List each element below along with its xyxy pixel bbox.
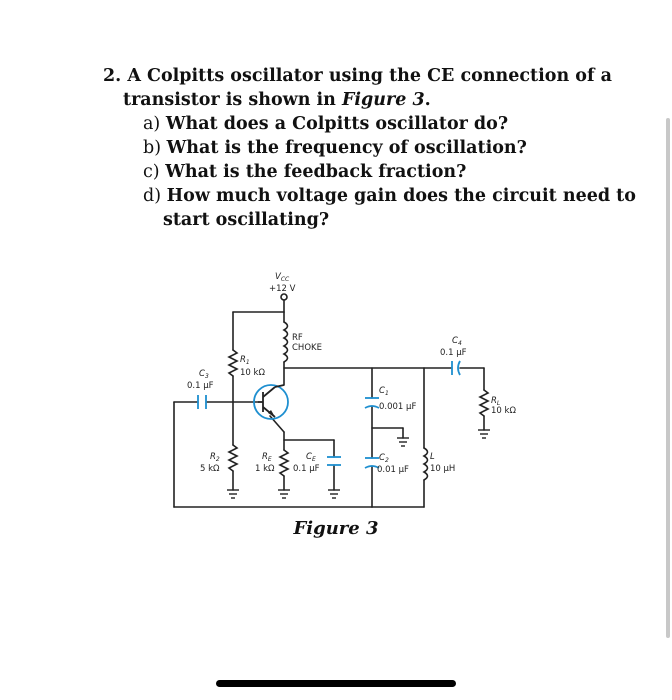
- question-text-line-1: A Colpitts oscillator using the CE connection of a: [127, 66, 612, 86]
- c1-label: $C_1$: [379, 386, 389, 397]
- home-indicator[interactable]: [216, 680, 456, 687]
- item-label: c): [143, 162, 160, 182]
- rl-value: 10 kΩ: [491, 406, 516, 416]
- rf-choke-label: RF: [292, 333, 303, 343]
- l-label: L: [430, 452, 435, 462]
- l-value: 10 μH: [430, 464, 456, 474]
- c1-value: 0.001 μF: [379, 402, 417, 412]
- c3-capacitor: [198, 395, 206, 409]
- item-text: What does a Colpitts oscillator do?: [165, 114, 509, 134]
- re-value: 1 kΩ: [255, 464, 275, 474]
- ce-label: $C_E$: [306, 452, 316, 463]
- question-period: .: [424, 90, 431, 110]
- l-inductor: [424, 448, 428, 480]
- rl-label: $R_L$: [491, 396, 501, 407]
- c1-capacitor: [365, 398, 379, 408]
- ground-c1c2: [397, 438, 409, 446]
- r1-label: $R_1$: [240, 355, 250, 366]
- re-label: $R_E$: [262, 452, 272, 463]
- r2-resistor: [229, 445, 237, 471]
- c2-value: 0.01 μF: [377, 465, 409, 475]
- r2-value: 5 kΩ: [200, 464, 220, 474]
- r2-label: $R_2$: [210, 452, 220, 463]
- item-text: What is the feedback fraction?: [165, 162, 467, 182]
- c3-label: $C_3$: [199, 369, 209, 380]
- rf-choke-label-2: CHOKE: [292, 343, 322, 353]
- figure-reference: Figure 3: [341, 90, 425, 110]
- ground-rl: [478, 430, 490, 438]
- figure-caption: Figure 3: [293, 518, 379, 539]
- c4-value: 0.1 μF: [440, 348, 467, 358]
- ground-ce: [328, 490, 340, 498]
- ground-re: [278, 490, 290, 498]
- ground-r2: [227, 490, 239, 498]
- question-item-d-continued: start oscillating?: [163, 210, 330, 230]
- item-label: d): [143, 186, 162, 206]
- c3-value: 0.1 μF: [187, 381, 214, 391]
- ce-value: 0.1 μF: [293, 464, 320, 474]
- c4-capacitor: [452, 361, 460, 375]
- question-number: 2.: [103, 66, 122, 86]
- ce-capacitor: [327, 457, 341, 465]
- vcc-value: +12 V: [269, 284, 296, 294]
- item-label: a): [143, 114, 161, 134]
- item-text: What is the frequency of oscillation?: [166, 138, 527, 158]
- re-resistor: [280, 450, 288, 476]
- r1-value: 10 kΩ: [240, 368, 265, 378]
- rl-resistor: [480, 390, 488, 416]
- c2-label: $C_2$: [379, 453, 389, 464]
- item-label: b): [143, 138, 162, 158]
- rf-choke-inductor: [284, 322, 288, 362]
- question-text-line-2: transistor is shown in: [123, 90, 342, 110]
- vcc-label: $V_{CC}$: [275, 272, 290, 283]
- item-text: How much voltage gain does the circuit need to: [166, 186, 636, 206]
- r1-resistor: [229, 350, 237, 376]
- scrollbar[interactable]: [666, 118, 670, 638]
- vcc-terminal: [281, 294, 287, 300]
- c4-label: $C_4$: [452, 336, 462, 347]
